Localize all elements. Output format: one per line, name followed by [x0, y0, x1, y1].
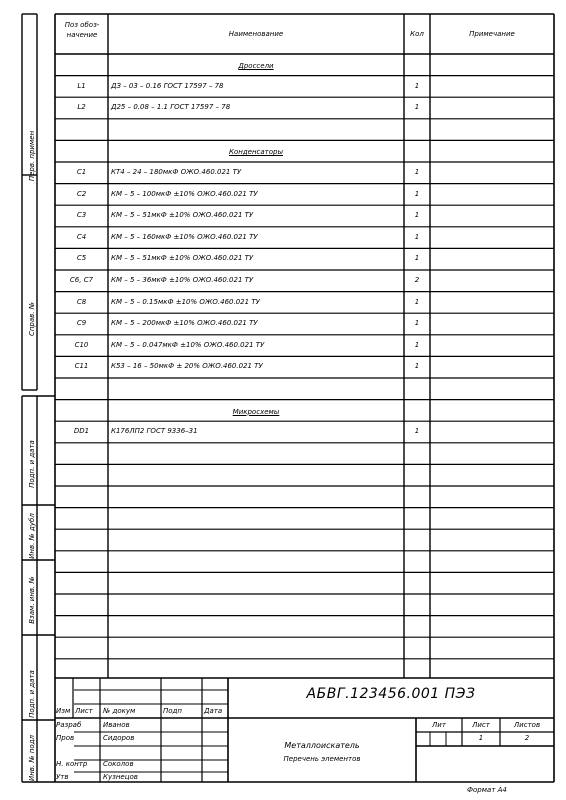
row-qty: 1 — [414, 211, 420, 220]
section-title: Дроссели — [238, 62, 274, 70]
stamp-title-2: Перечень элементов — [283, 755, 361, 763]
row-pos: C11 — [74, 362, 89, 371]
row-qty: 2 — [414, 276, 420, 284]
row-name: КМ – 5 – 36мкФ ±10% ОЖО.460.021 ТУ — [111, 276, 254, 284]
row-name: Д25 – 0.08 – 1.1 ГОСТ 17597 – 78 — [111, 103, 231, 112]
row-name: КМ – 5 – 51мкФ ±10% ОЖО.460.021 ТУ — [111, 254, 254, 263]
stamp-sheets-label: Листов — [513, 721, 541, 729]
stamp-role: Пров — [56, 734, 75, 742]
row-pos: C5 — [76, 254, 87, 263]
stamp-person: Кузнецов — [103, 773, 138, 781]
row-name: К53 – 16 – 50мкФ ± 20% ОЖО.460.021 ТУ — [111, 362, 263, 371]
header-name: Наименование — [228, 30, 284, 38]
stamp-col-doc: № докум — [103, 707, 136, 715]
side-inv-dubl: Инв. № дубл — [28, 513, 36, 559]
row-qty: 1 — [414, 81, 420, 90]
row-name: ДЗ – 03 – 0.16 ГОСТ 17597 – 78 — [111, 81, 224, 90]
row-qty: 1 — [414, 232, 420, 241]
header-note: Примечание — [469, 30, 515, 38]
row-name: КТ4 – 24 – 180мкФ ОЖО.460.021 ТУ — [111, 168, 242, 176]
row-qty: 1 — [414, 297, 420, 306]
stamp-role: Разраб — [56, 721, 82, 729]
row-name: КМ – 5 – 100мкФ ±10% ОЖО.460.021 ТУ — [111, 189, 258, 198]
row-name: КМ – 5 – 0.047мкФ ±10% ОЖО.460.021 ТУ — [111, 340, 265, 349]
stamp-title-1: Металлоискатель — [284, 741, 360, 750]
row-name: КМ – 5 – 200мкФ ±10% ОЖО.460.021 ТУ — [111, 319, 258, 328]
row-qty: 1 — [414, 189, 420, 198]
section-title: Конденсаторы — [228, 148, 284, 157]
stamp-sheets-value: 2 — [524, 734, 530, 742]
row-pos: C1 — [76, 168, 87, 176]
row-qty: 1 — [414, 319, 420, 328]
stamp-person: Сидоров — [103, 734, 135, 742]
stamp-col-data: Дата — [204, 707, 223, 715]
row-qty: 1 — [414, 254, 420, 263]
section-title: Микросхемы — [232, 407, 280, 416]
side-inv-podl: Инв. № подл — [28, 734, 36, 782]
row-name: КМ – 5 – 51мкФ ±10% ОЖО.460.021 ТУ — [111, 211, 254, 220]
row-pos: L1 — [77, 81, 86, 90]
row-pos: DD1 — [73, 427, 90, 436]
stamp-role: Утв — [56, 773, 69, 781]
stamp-person: Иванов — [103, 721, 130, 729]
row-pos: C4 — [76, 232, 87, 241]
stamp-lit-label: Лит — [432, 721, 446, 729]
row-qty: 1 — [414, 427, 420, 436]
row-pos: C8 — [76, 297, 87, 306]
side-podp-data-1: Подп. и дата — [28, 440, 36, 488]
row-name: КМ – 5 – 160мкФ ±10% ОЖО.460.021 ТУ — [111, 232, 258, 241]
document-code: АБВГ.123456.001 ПЭЗ — [306, 686, 476, 702]
stamp-role: Н. контр — [56, 760, 88, 768]
row-name: К176ЛП2 ГОСТ 9336–31 — [111, 427, 198, 436]
side-sprav-no: Справ. № — [28, 301, 36, 337]
stamp-col-list: Лист — [75, 707, 93, 715]
row-qty: 1 — [414, 103, 420, 112]
stamp-col-izm: Изм — [56, 707, 71, 715]
row-qty: 1 — [414, 362, 420, 371]
row-name: КМ – 5 – 0.15мкФ ±10% ОЖО.460.021 ТУ — [111, 297, 260, 306]
row-pos: L2 — [77, 103, 86, 112]
side-podp-data-2: Подп. и дата — [28, 670, 36, 718]
side-vzam-inv: Взам. инв. № — [28, 576, 36, 624]
stamp-sheet-value: 1 — [478, 734, 484, 742]
header-pos: Поз обоз- начение — [64, 21, 100, 39]
header-qty: Кол — [410, 30, 424, 38]
row-qty: 1 — [414, 168, 420, 176]
side-perv-primen: Перв. примен — [28, 130, 36, 182]
row-pos: C6, C7 — [69, 276, 94, 284]
stamp-col-podp: Подп — [163, 707, 182, 715]
format-label: Формат А4 — [467, 786, 507, 794]
stamp-person: Соколов — [103, 760, 134, 768]
stamp-sheet-label: Лист — [472, 721, 490, 729]
row-pos: C2 — [76, 189, 87, 198]
row-pos: C3 — [76, 211, 87, 220]
row-qty: 1 — [414, 340, 420, 349]
row-pos: C10 — [74, 340, 89, 349]
row-pos: C9 — [76, 319, 87, 328]
